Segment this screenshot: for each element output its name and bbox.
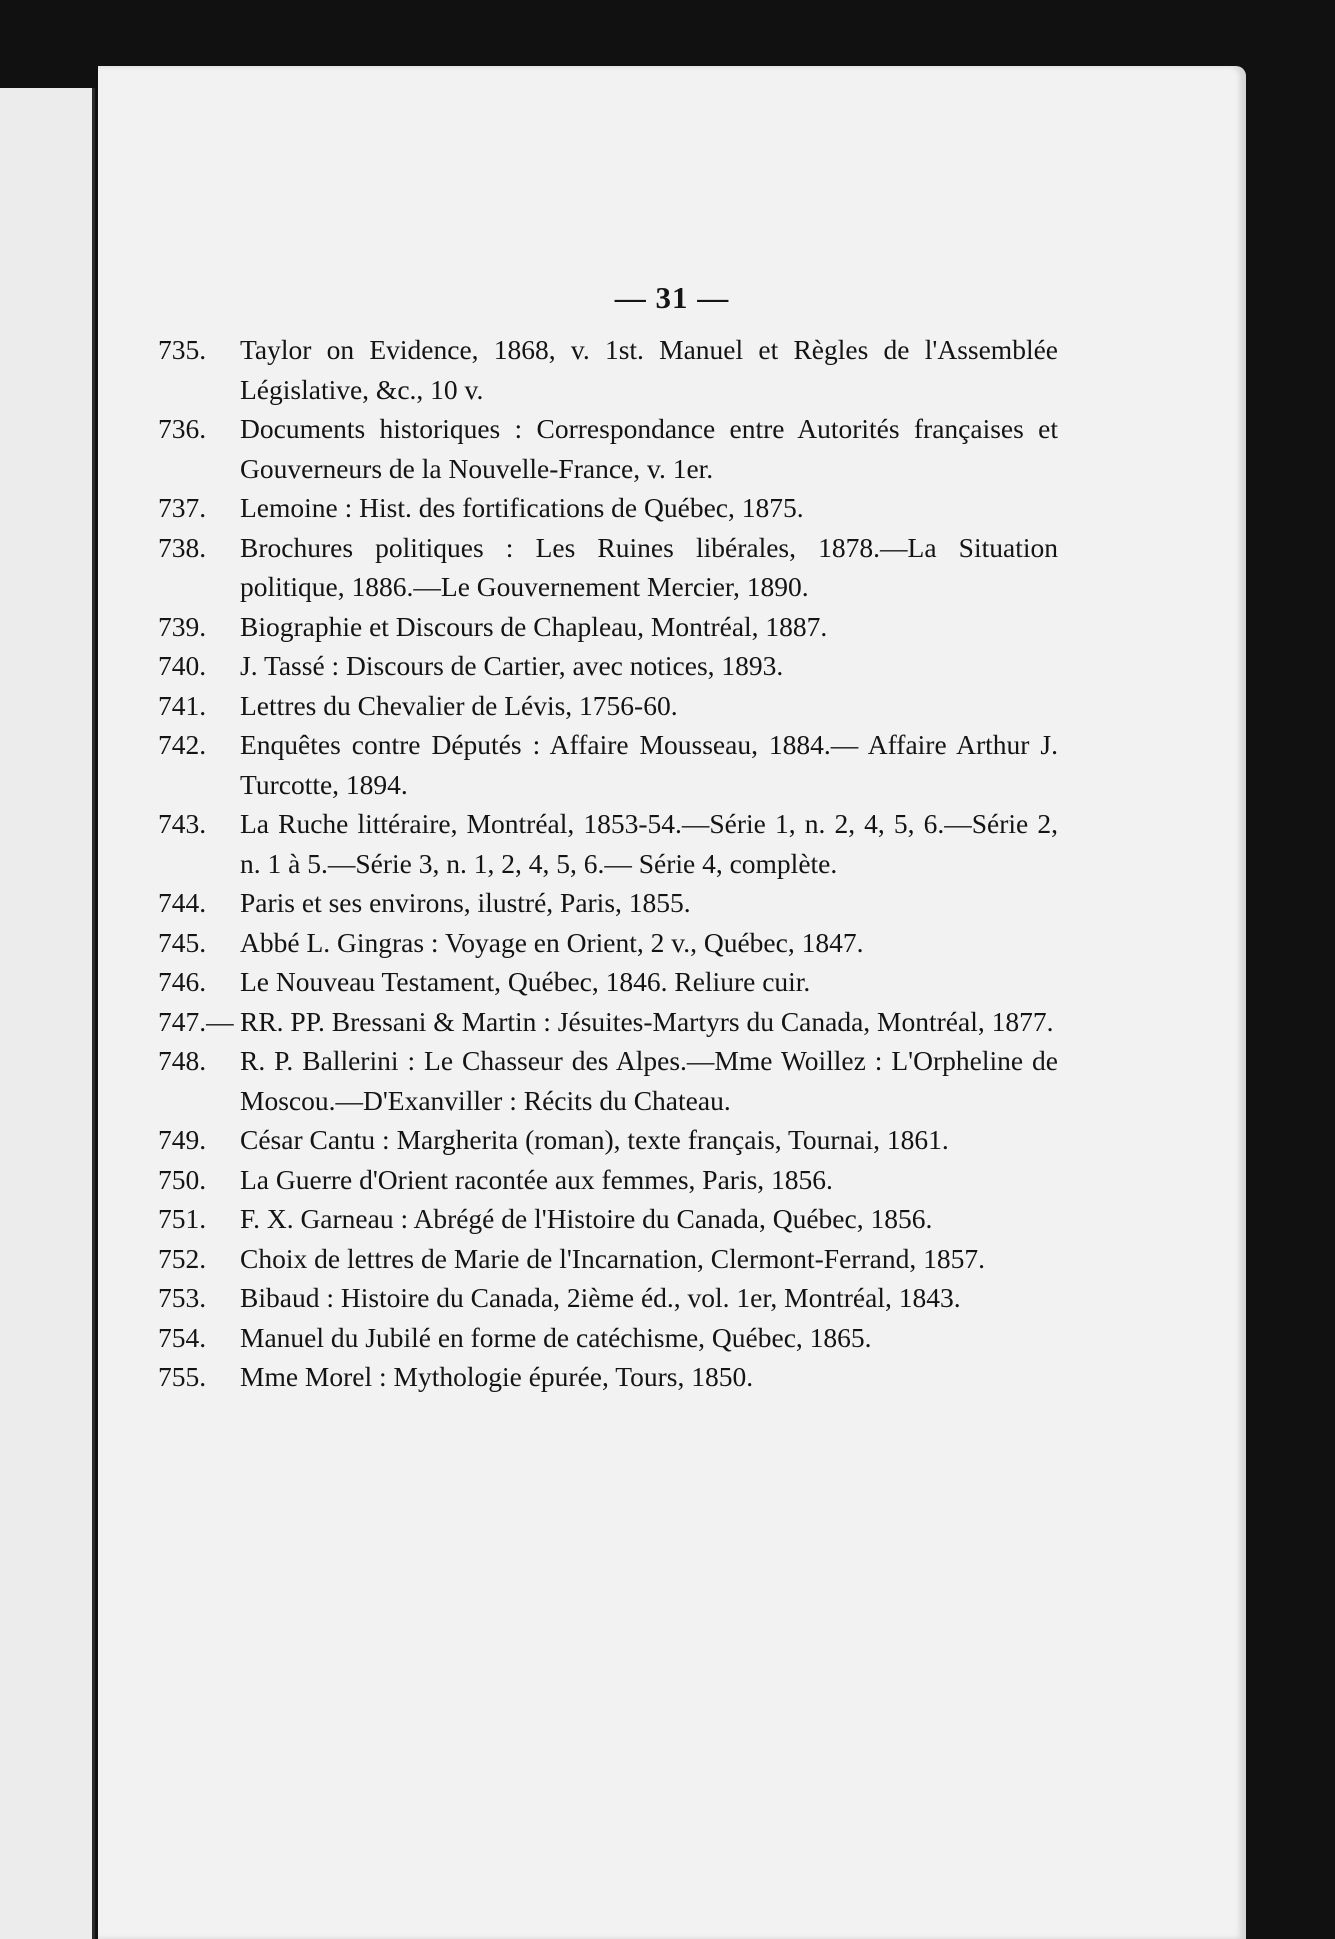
catalogue-entry [158, 725, 1058, 804]
catalogue-entries [158, 330, 1058, 1397]
catalogue-entry [158, 1002, 1058, 1042]
entry-text: F. X. Garneau : Abrégé de l'Histoire du Canada, Québec, 1856. [240, 1203, 933, 1234]
book-page [98, 66, 1246, 1939]
catalogue-entry [158, 1239, 1058, 1279]
entry-text: Choix de lettres de Marie de l'Incarnation, Clermont-Ferrand, 1857. [240, 1242, 985, 1274]
entry-number: 755. [158, 1361, 207, 1392]
entry-number: 737. [158, 492, 207, 523]
catalogue-entry [158, 607, 1058, 647]
catalogue-entry [158, 646, 1058, 686]
entry-text: R. P. Ballerini : Le Chasseur des Alpes.—Mme Woillez : L'Orpheline de Moscou.—D'Exanviller : Récits du Chateau. [240, 1045, 1058, 1116]
entry-number: 747.— [158, 1005, 234, 1037]
catalogue-entry [158, 923, 1058, 963]
catalogue-entry [158, 488, 1058, 528]
entry-number: 754. [158, 1321, 207, 1353]
catalogue-entry [158, 1160, 1058, 1200]
entry-number: 735. [158, 334, 207, 365]
entry-text: Paris et ses environs, ilustré, Paris, 1855. [240, 887, 691, 918]
entry-text: RR. PP. Bressani & Martin : Jésuites-Martyrs du Canada, Montréal, 1877. [240, 1005, 1054, 1037]
catalogue-entry [158, 962, 1058, 1002]
entry-number: 746. [158, 966, 207, 997]
entry-text: Le Nouveau Testament, Québec, 1846. Reliure cuir. [240, 966, 811, 997]
entry-number: 742. [158, 729, 207, 760]
catalogue-entry [158, 1278, 1058, 1318]
entry-number: 738. [158, 531, 207, 563]
entry-number: 739. [158, 610, 207, 642]
entry-number: 743. [158, 808, 207, 839]
catalogue-entry [158, 1120, 1058, 1160]
entry-text: César Cantu : Margherita (roman), texte français, Tournai, 1861. [240, 1124, 949, 1155]
entry-text: La Guerre d'Orient racontée aux femmes, Paris, 1856. [240, 1163, 833, 1195]
catalogue-entry [158, 804, 1058, 883]
entry-text: J. Tassé : Discours de Cartier, avec notices, 1893. [240, 650, 784, 681]
adjacent-page-edge [0, 88, 95, 1939]
entry-number: 745. [158, 926, 207, 958]
catalogue-entry [158, 409, 1058, 488]
entry-number: 749. [158, 1124, 207, 1155]
entry-text: Abbé L. Gingras : Voyage en Orient, 2 v., Québec, 1847. [240, 926, 864, 958]
entry-number: 744. [158, 887, 207, 918]
entry-text: Enquêtes contre Députés : Affaire Mousseau, 1884.— Affaire Arthur J. Turcotte, 1894. [240, 729, 1058, 800]
entry-number: 750. [158, 1163, 207, 1195]
catalogue-entry [158, 1199, 1058, 1239]
catalogue-entry [158, 1357, 1058, 1397]
entry-text: Biographie et Discours de Chapleau, Montréal, 1887. [240, 610, 828, 642]
entry-text: Lemoine : Hist. des fortifications de Québec, 1875. [240, 492, 804, 523]
entry-text: Lettres du Chevalier de Lévis, 1756-60. [240, 689, 678, 721]
entry-text: Mme Morel : Mythologie épurée, Tours, 1850. [240, 1361, 754, 1392]
catalogue-entry [158, 1041, 1058, 1120]
entry-text: Bibaud : Histoire du Canada, 2ième éd., vol. 1er, Montréal, 1843. [240, 1282, 961, 1313]
entry-number: 751. [158, 1203, 207, 1234]
entry-text: Documents historiques : Correspondance entre Autorités françaises et Gouverneurs de la Nouvelle-France, v. 1er. [240, 413, 1058, 484]
entry-number: 753. [158, 1282, 207, 1313]
catalogue-entry [158, 883, 1058, 923]
entry-text: Brochures politiques : Les Ruines libérales, 1878.—La Situation politique, 1886.—Le Gouvernement Mercier, 1890. [240, 531, 1058, 602]
entry-number: 752. [158, 1242, 207, 1274]
entry-number: 740. [158, 650, 207, 681]
page-number: — 31 — [614, 280, 730, 315]
catalogue-entry [158, 1318, 1058, 1358]
entry-number: 748. [158, 1045, 207, 1076]
entry-text: La Ruche littéraire, Montréal, 1853-54.—Série 1, n. 2, 4, 5, 6.—Série 2, n. 1 à 5.—Série 3, n. 1, 2, 4, 5, 6.— Série 4, complète. [240, 808, 1058, 879]
entry-number: 736. [158, 413, 207, 444]
catalogue-entry [158, 686, 1058, 726]
catalogue-entry [158, 528, 1058, 607]
entry-text: Taylor on Evidence, 1868, v. 1st. Manuel et Règles de l'Assemblée Législative, &c., 10 v. [240, 334, 1058, 405]
catalogue-entry [158, 330, 1058, 409]
entry-number: 741. [158, 689, 207, 721]
entry-text: Manuel du Jubilé en forme de catéchisme, Québec, 1865. [240, 1321, 872, 1353]
